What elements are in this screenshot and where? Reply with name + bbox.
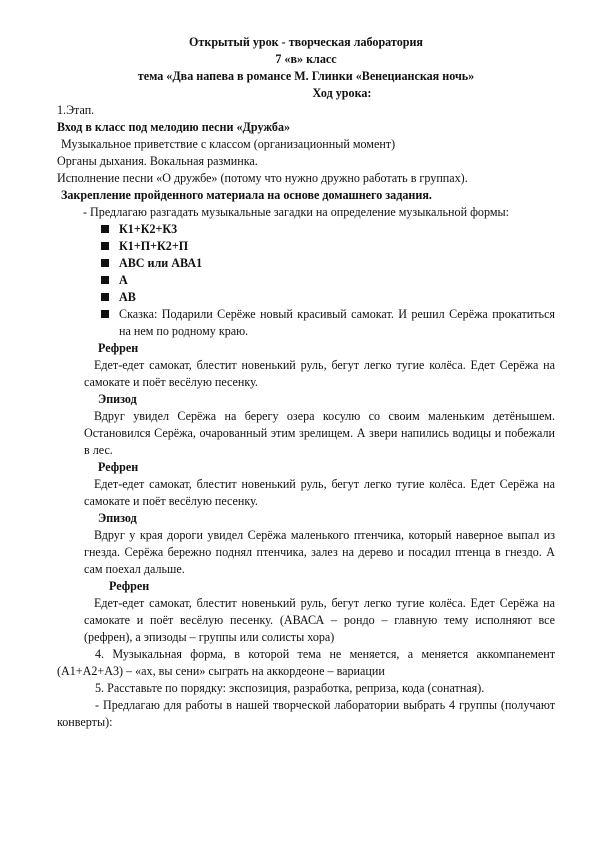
rondo-story [84, 340, 555, 646]
item-5: 5. Расставьте по порядку: экспозиция, разработка, реприза, кода (сонатная). [95, 681, 485, 695]
forms-list [57, 221, 555, 340]
list-item: АВС или АВА1 [101, 255, 555, 272]
episode-label: Эпизод [98, 511, 137, 525]
refrain-text: Едет-едет самокат, блестит новенький руль, бегут легко тугие колёса. Едет Серёжа на самокате и поёт весёлую песенку. [84, 358, 555, 389]
refrain-label: Рефрен [98, 341, 139, 355]
list-item: АВ [101, 289, 555, 306]
refrain-label: Рефрен [109, 579, 150, 593]
song-line: Исполнение песни «О дружбе» (потому что нужно дружно работать в группах). [57, 171, 468, 185]
reinforcement-line: Закрепление пройденного материала на основе домашнего задания. [61, 188, 432, 202]
story-intro: Сказка: Подарили Серёже новый красивый самокат. И решил Серёжа прокатиться на нем по родному краю. [101, 306, 555, 340]
breathing-line: Органы дыхания. Вокальная разминка. [57, 154, 258, 168]
lesson-topic: тема «Два напева в романсе М. Глинки «Венецианская ночь» [137, 69, 475, 83]
episode-label: Эпизод [98, 392, 137, 406]
lesson-plan-heading: Ход урока: [312, 86, 372, 100]
episode-text: Вдруг увидел Серёжа на берегу озера косулю со своим маленьким детёнышем. Остановился Серёжа, очарованный этим зрелищем. А звери напились водицы и побежали в лес. [84, 409, 555, 457]
item-4: 4. Музыкальная форма, в которой тема не меняется, а меняется аккомпанемент (А1+А2+А3) – «ах, вы сени» сыграть на аккордеоне – вариации [57, 647, 555, 678]
riddles-intro: - Предлагаю разгадать музыкальные загадки на определение музыкальной формы: [83, 205, 509, 219]
stage-label: 1.Этап. [57, 103, 95, 117]
greeting-line: Музыкальное приветствие с классом (организационный момент) [61, 137, 396, 151]
refrain-label: Рефрен [98, 460, 139, 474]
list-item: К1+П+К2+П [101, 238, 555, 255]
list-item: К1+К2+К3 [101, 221, 555, 238]
entry-line: Вход в класс под мелодию песни «Дружба» [57, 120, 291, 134]
refrain-text: Едет-едет самокат, блестит новенький руль, бегут легко тугие колёса. Едет Серёжа на самокате и поёт весёлую песенку. (АВАСА – рондо – главную тему исполняют все (рефрен), а эпизоды – группы или солисты хора) [84, 596, 555, 644]
refrain-text: Едет-едет самокат, блестит новенький руль, бегут легко тугие колёса. Едет Серёжа на самокате и поёт весёлую песенку. [84, 477, 555, 508]
list-item: А [101, 272, 555, 289]
lesson-title: Открытый урок - творческая лаборатория [189, 35, 423, 49]
episode-text: Вдруг у края дороги увидел Серёжа маленького птенчика, который наверное выпал из гнезда. Серёжа бережно поднял птенчика, залез на дерево и посадил птенца в гнездо. А сам поехал дальше. [84, 528, 555, 576]
groups-line: - Предлагаю для работы в нашей творческой лаборатории выбрать 4 группы (получают конверты): [57, 698, 555, 729]
class-label: 7 «в» класс [275, 52, 337, 66]
